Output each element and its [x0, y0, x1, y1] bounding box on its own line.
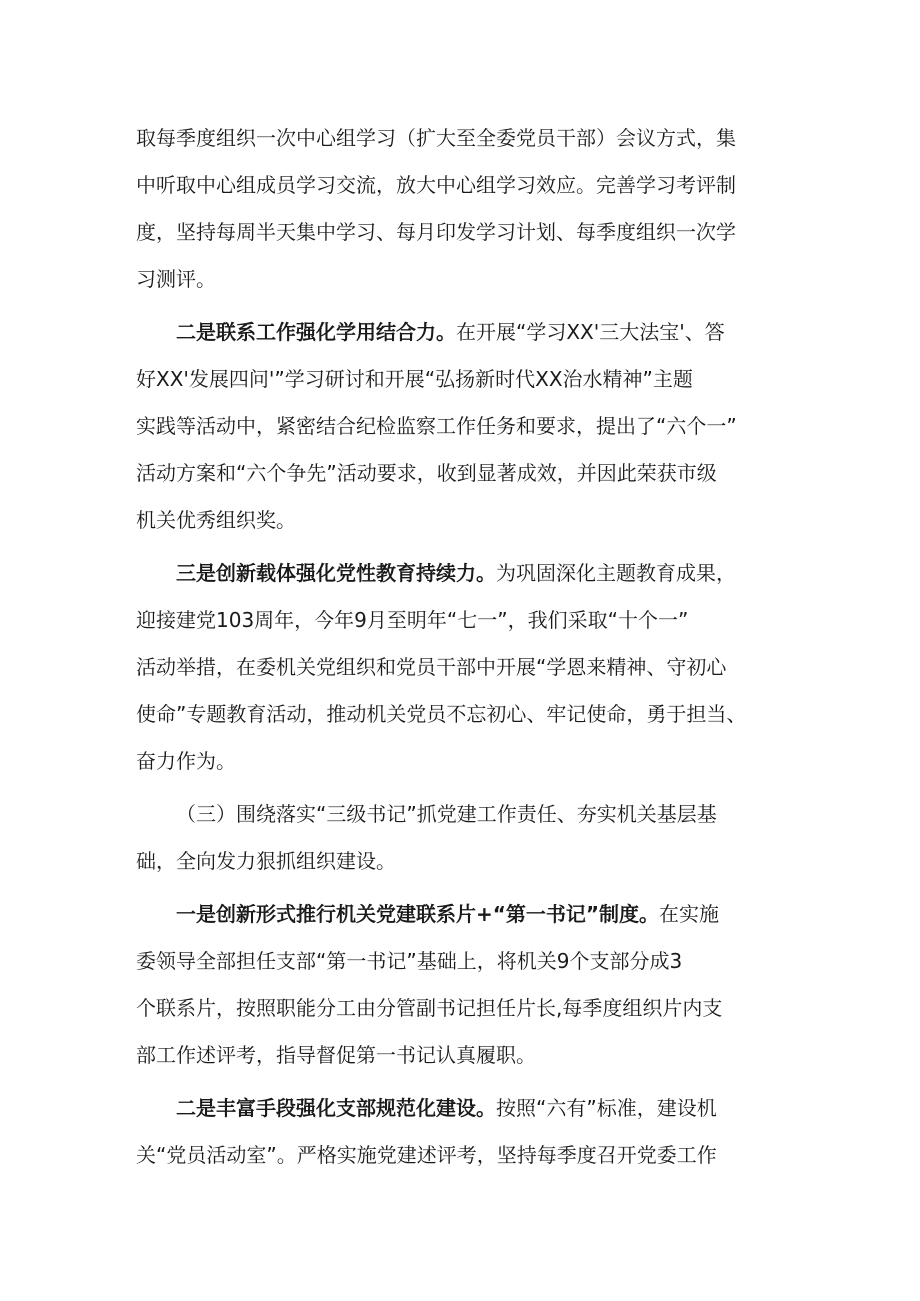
line-text: 迎接建党103周年，今年9月至明年“七一”，我们采取“十个一” [136, 608, 689, 632]
text-line [136, 356, 796, 403]
text-line [136, 450, 796, 497]
text-line [136, 1132, 796, 1179]
line-text: 习测评。 [136, 267, 216, 291]
paragraph-work-integration [136, 309, 796, 544]
paragraph-section-three [136, 791, 796, 885]
line-text: 活动举措，在委机关党组织和党员干部中开展“学恩来精神、守初心 [136, 655, 727, 679]
paragraph-heading: 二是联系工作强化学用结合力。 [176, 320, 456, 344]
line-text: 机关优秀组织奖。 [136, 508, 296, 532]
paragraph-heading: 三是创新载体强化党性教育持续力。 [176, 561, 496, 585]
text-line [136, 209, 796, 256]
line-text: 关“党员活动室”。严格实施党建述评考，坚持每季度召开党委工作 [136, 1143, 717, 1167]
line-text: 实践等活动中，紧密结合纪检监察工作任务和要求，提出了“六个一” [136, 414, 737, 438]
text-line [136, 256, 796, 303]
text-line [136, 1032, 796, 1079]
text-line [136, 891, 796, 938]
text-line [136, 791, 796, 838]
line-text: 使命”专题教育活动，推动机关党员不忘初心、牢记使命，勇于担当、 [136, 702, 747, 726]
text-line [136, 691, 796, 738]
text-line [136, 597, 796, 644]
line-text: （三）围绕落实“三级书记”抓党建工作责任、夯实机关基层基 [176, 802, 717, 826]
text-line [136, 838, 796, 885]
text-line [136, 985, 796, 1032]
line-text: 好XX'发展四问'”学习研讨和开展“弘扬新时代XX治水精神”主题 [136, 367, 693, 391]
line-text: 个联系片，按照职能分工由分管副书记担任片长,每季度组织片内支 [136, 996, 723, 1020]
paragraph-heading: 一是创新形式推行机关党建联系片+“第一书记”制度。 [176, 902, 660, 926]
text-line [136, 738, 796, 785]
paragraph-first-secretary [136, 891, 796, 1079]
text-line [136, 644, 796, 691]
document-body [136, 115, 796, 1185]
line-text: 在实施 [659, 902, 720, 926]
line-text: 取每季度组织一次中心组学习（扩大至全委党员干部）会议方式，集 [136, 126, 736, 150]
line-text: 础，全向发力狠抓组织建设。 [136, 849, 396, 873]
text-line [136, 1085, 796, 1132]
line-text: 活动方案和“六个争先”活动要求，收到显著成效，并因此荣获市级 [136, 461, 717, 485]
text-line [136, 115, 796, 162]
line-text: 委领导全部担任支部“第一书记”基础上，将机关9个支部分成3 [136, 949, 683, 973]
paragraph-heading: 二是丰富手段强化支部规范化建设。 [176, 1096, 496, 1120]
line-text: 在开展“学习XX'三大法宝'、答 [456, 320, 725, 344]
line-text: 部工作述评考，指导督促第一书记认真履职。 [136, 1043, 536, 1067]
line-text: 度，坚持每周半天集中学习、每月印发学习计划、每季度组织一次学 [136, 220, 736, 244]
text-line [136, 938, 796, 985]
line-text: 奋力作为。 [136, 749, 236, 773]
text-line [136, 550, 796, 597]
text-line [136, 497, 796, 544]
line-text: 中听取中心组成员学习交流，放大中心组学习效应。完善学习考评制 [136, 173, 736, 197]
paragraph-study-system [136, 115, 796, 303]
line-text: 为巩固深化主题教育成果， [496, 561, 736, 585]
paragraph-party-education [136, 550, 796, 785]
paragraph-branch-standardization [136, 1085, 796, 1179]
line-text: 按照“六有”标准，建设机 [496, 1096, 717, 1120]
text-line [136, 403, 796, 450]
text-line [136, 309, 796, 356]
text-line [136, 162, 796, 209]
